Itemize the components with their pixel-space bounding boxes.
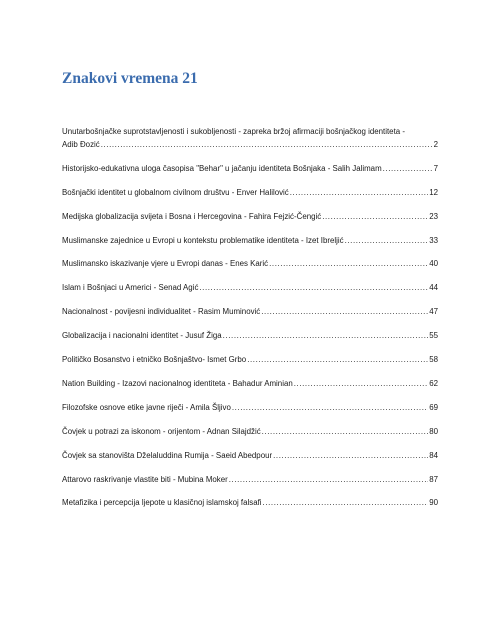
toc-entry[interactable] [62, 330, 438, 343]
toc-entry[interactable] [62, 426, 438, 439]
toc-entry-title: Nation Building - Izazovi nacionalnog identiteta - Bahadur Aminian [62, 379, 293, 388]
toc-entry-page: 40 [429, 259, 438, 268]
toc-entry[interactable] [62, 306, 438, 319]
toc-leader-dots [294, 378, 428, 391]
toc-leader-dots [322, 211, 428, 224]
toc-entry-page: 47 [429, 307, 438, 316]
toc-entry-title: Globalizacija i nacionalni identitet - Jusuf Žiga [62, 331, 222, 340]
toc-entry[interactable] [62, 497, 438, 510]
toc-leader-dots [261, 306, 428, 319]
toc-entry-page: 2 [433, 139, 438, 149]
toc-entry[interactable] [62, 354, 438, 367]
page-heading: Znakovi vremena 21 [62, 70, 198, 87]
toc-leader-dots [263, 497, 429, 510]
toc-leader-dots [290, 187, 428, 200]
toc-entry-page: 44 [429, 283, 438, 292]
toc-entry-page: 80 [429, 427, 438, 436]
toc-leader-dots [229, 474, 428, 487]
toc-entry-title: Unutarbošnjačke suprotstavljenosti i sukobljenosti - zapreka bržoj afirmaciji bošnjačkog identiteta - [62, 127, 405, 136]
toc-entry-page: 7 [433, 164, 438, 173]
toc-entry-page: 12 [429, 188, 438, 197]
toc-entry-page: 84 [429, 451, 438, 460]
toc-entry-title: Nacionalnost - povijesni individualitet - Rasim Muminović [62, 307, 261, 316]
toc-entry-title: Muslimansko iskazivanje vjere u Evropi danas - Enes Karić [62, 259, 269, 268]
toc-leader-dots [269, 258, 428, 271]
toc-entry-title-continued: Adib Đozić [62, 139, 100, 149]
toc-leader-dots [247, 354, 428, 367]
toc-entry-title: Filozofske osnove etike javne riječi - Amila Šljivo [62, 403, 231, 412]
toc-entry-title: Historijsko-edukativna uloga časopisa "Behar" u jačanju identiteta Bošnjaka - Salih Jalimam [62, 164, 382, 173]
toc-entry-title: Bošnjački identitet u globalnom civilnom društvu - Enver Halilović [62, 188, 289, 197]
toc-entry[interactable] [62, 474, 438, 487]
toc-leader-dots [262, 426, 429, 439]
toc-entry-title: Islam i Bošnjaci u Americi - Senad Agić [62, 283, 199, 292]
toc-entry-page: 62 [429, 379, 438, 388]
toc-entry-page: 87 [429, 475, 438, 484]
toc-entry-page: 33 [429, 236, 438, 245]
toc-entry-page: 23 [429, 212, 438, 221]
toc-entry-title: Medijska globalizacija svijeta i Bosna i Hercegovina - Fahira Fejzić-Čengić [62, 212, 322, 221]
toc-entry-title: Čovjek sa stanovišta Dželaluddina Rumija - Saeid Abedpour [62, 451, 273, 460]
toc-entry-title: Političko Bosanstvo i etničko Bošnjaštvo- Ismet Grbo [62, 355, 247, 364]
toc-leader-dots [199, 282, 428, 295]
toc-entry[interactable] [62, 163, 438, 176]
toc-leader-dots [223, 330, 429, 343]
toc-entry[interactable] [62, 126, 438, 151]
toc-entry[interactable] [62, 211, 438, 224]
toc-entry-title: Attarovo raskrivanje vlastite biti - Mubina Moker [62, 475, 228, 484]
toc-leader-dots [345, 235, 429, 248]
toc-entry-page: 90 [429, 498, 438, 507]
toc-entry[interactable] [62, 258, 438, 271]
toc-leader-dots [232, 402, 428, 415]
toc-entry[interactable] [62, 187, 438, 200]
toc-entry-page: 58 [429, 355, 438, 364]
toc-entry-title: Čovjek u potrazi za iskonom - orijentom - Adnan Silajdžić [62, 427, 261, 436]
toc-leader-dots [101, 139, 433, 152]
toc-leader-dots [273, 450, 428, 463]
toc-entry-title: Metafizika i percepcija ljepote u klasičnoj islamskoj falsafi [62, 498, 262, 507]
toc-entry[interactable] [62, 450, 438, 463]
toc-entry[interactable] [62, 378, 438, 391]
toc-entry-page: 69 [429, 403, 438, 412]
toc-entry[interactable] [62, 282, 438, 295]
toc-entry[interactable] [62, 402, 438, 415]
toc-entry[interactable] [62, 235, 438, 248]
toc-entry-title: Muslimanske zajednice u Evropi u kontekstu problematike identiteta - Izet Ibreljić [62, 236, 344, 245]
toc-entry-page: 55 [429, 331, 438, 340]
toc-leader-dots [383, 163, 433, 176]
